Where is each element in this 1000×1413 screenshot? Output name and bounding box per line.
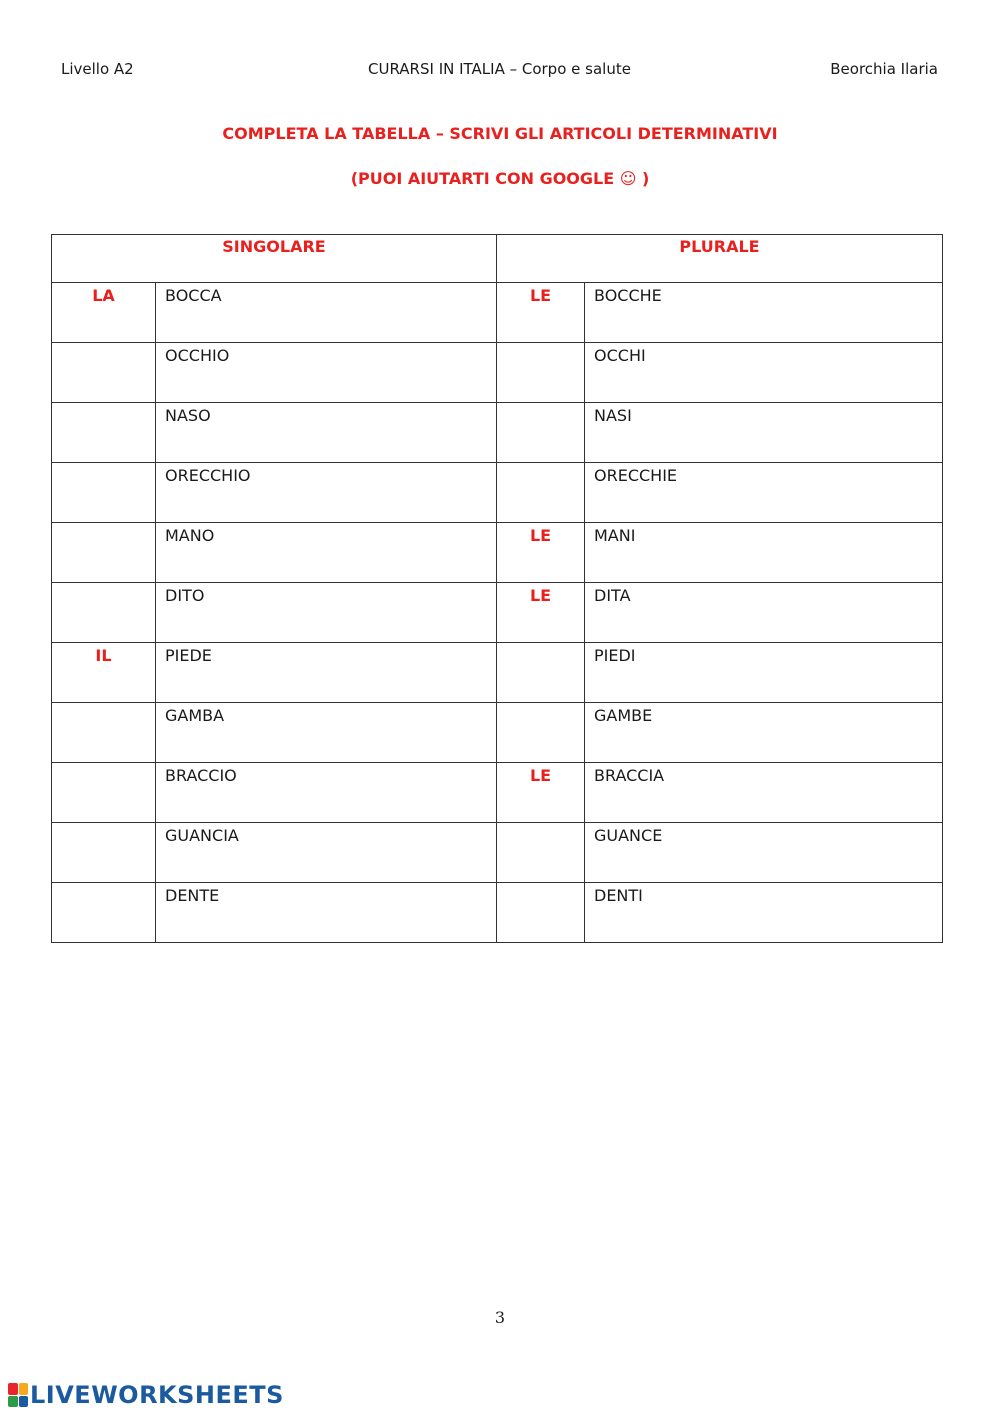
- liveworksheets-logo-icon: [8, 1383, 28, 1407]
- singular-article-cell[interactable]: [52, 463, 156, 523]
- plural-noun-cell: MANI: [585, 523, 943, 583]
- singular-noun-cell: NASO: [156, 403, 497, 463]
- singular-noun-cell: GAMBA: [156, 703, 497, 763]
- column-header-plural: PLURALE: [497, 235, 943, 283]
- singular-noun-cell: PIEDE: [156, 643, 497, 703]
- table-row: [52, 463, 943, 523]
- singular-article-cell[interactable]: [52, 883, 156, 943]
- singular-article-cell[interactable]: [52, 343, 156, 403]
- plural-noun-cell: NASI: [585, 403, 943, 463]
- plural-article-cell[interactable]: LE: [497, 283, 585, 343]
- singular-article-cell[interactable]: [52, 403, 156, 463]
- column-header-singular: SINGOLARE: [52, 235, 497, 283]
- table-row: [52, 583, 943, 643]
- table-row: [52, 763, 943, 823]
- page-number: 3: [494, 1308, 506, 1327]
- liveworksheets-footer: [8, 1380, 284, 1410]
- table-row: [52, 403, 943, 463]
- singular-noun-cell: MANO: [156, 523, 497, 583]
- plural-article-cell[interactable]: [497, 463, 585, 523]
- singular-article-cell[interactable]: [52, 823, 156, 883]
- singular-noun-cell: BRACCIO: [156, 763, 497, 823]
- table-row: [52, 823, 943, 883]
- plural-noun-cell: DENTI: [585, 883, 943, 943]
- plural-article-cell[interactable]: [497, 343, 585, 403]
- table-row: [52, 643, 943, 703]
- plural-article-cell[interactable]: [497, 643, 585, 703]
- singular-article-cell[interactable]: [52, 583, 156, 643]
- plural-article-cell[interactable]: [497, 403, 585, 463]
- singular-noun-cell: ORECCHIO: [156, 463, 497, 523]
- singular-article-cell[interactable]: IL: [52, 643, 156, 703]
- header-level: Livello A2: [61, 60, 134, 78]
- singular-noun-cell: BOCCA: [156, 283, 497, 343]
- table-row: [52, 343, 943, 403]
- plural-article-cell[interactable]: [497, 823, 585, 883]
- plural-noun-cell: ORECCHIE: [585, 463, 943, 523]
- articles-table: [51, 234, 943, 943]
- singular-noun-cell: DITO: [156, 583, 497, 643]
- page-header: [61, 60, 938, 80]
- plural-noun-cell: BRACCIA: [585, 763, 943, 823]
- plural-noun-cell: GUANCE: [585, 823, 943, 883]
- plural-article-cell[interactable]: LE: [497, 523, 585, 583]
- plural-noun-cell: PIEDI: [585, 643, 943, 703]
- table-row: [52, 283, 943, 343]
- header-author: Beorchia Ilaria: [830, 60, 938, 78]
- plural-noun-cell: DITA: [585, 583, 943, 643]
- singular-article-cell[interactable]: LA: [52, 283, 156, 343]
- singular-article-cell[interactable]: [52, 523, 156, 583]
- plural-noun-cell: OCCHI: [585, 343, 943, 403]
- plural-article-cell[interactable]: LE: [497, 583, 585, 643]
- plural-article-cell[interactable]: LE: [497, 763, 585, 823]
- instruction-subtitle: (PUOI AIUTARTI CON GOOGLE ☺ ): [350, 169, 650, 188]
- plural-article-cell[interactable]: [497, 883, 585, 943]
- plural-noun-cell: GAMBE: [585, 703, 943, 763]
- table-row: [52, 523, 943, 583]
- plural-noun-cell: BOCCHE: [585, 283, 943, 343]
- table-row: [52, 703, 943, 763]
- table-row: [52, 883, 943, 943]
- singular-noun-cell: DENTE: [156, 883, 497, 943]
- singular-article-cell[interactable]: [52, 763, 156, 823]
- instruction-title: COMPLETA LA TABELLA – SCRIVI GLI ARTICOLI DETERMINATIVI: [222, 124, 778, 143]
- plural-article-cell[interactable]: [497, 703, 585, 763]
- header-title: CURARSI IN ITALIA – Corpo e salute: [368, 60, 631, 78]
- brand-name: LIVEWORKSHEETS: [30, 1381, 284, 1409]
- singular-noun-cell: OCCHIO: [156, 343, 497, 403]
- singular-noun-cell: GUANCIA: [156, 823, 497, 883]
- singular-article-cell[interactable]: [52, 703, 156, 763]
